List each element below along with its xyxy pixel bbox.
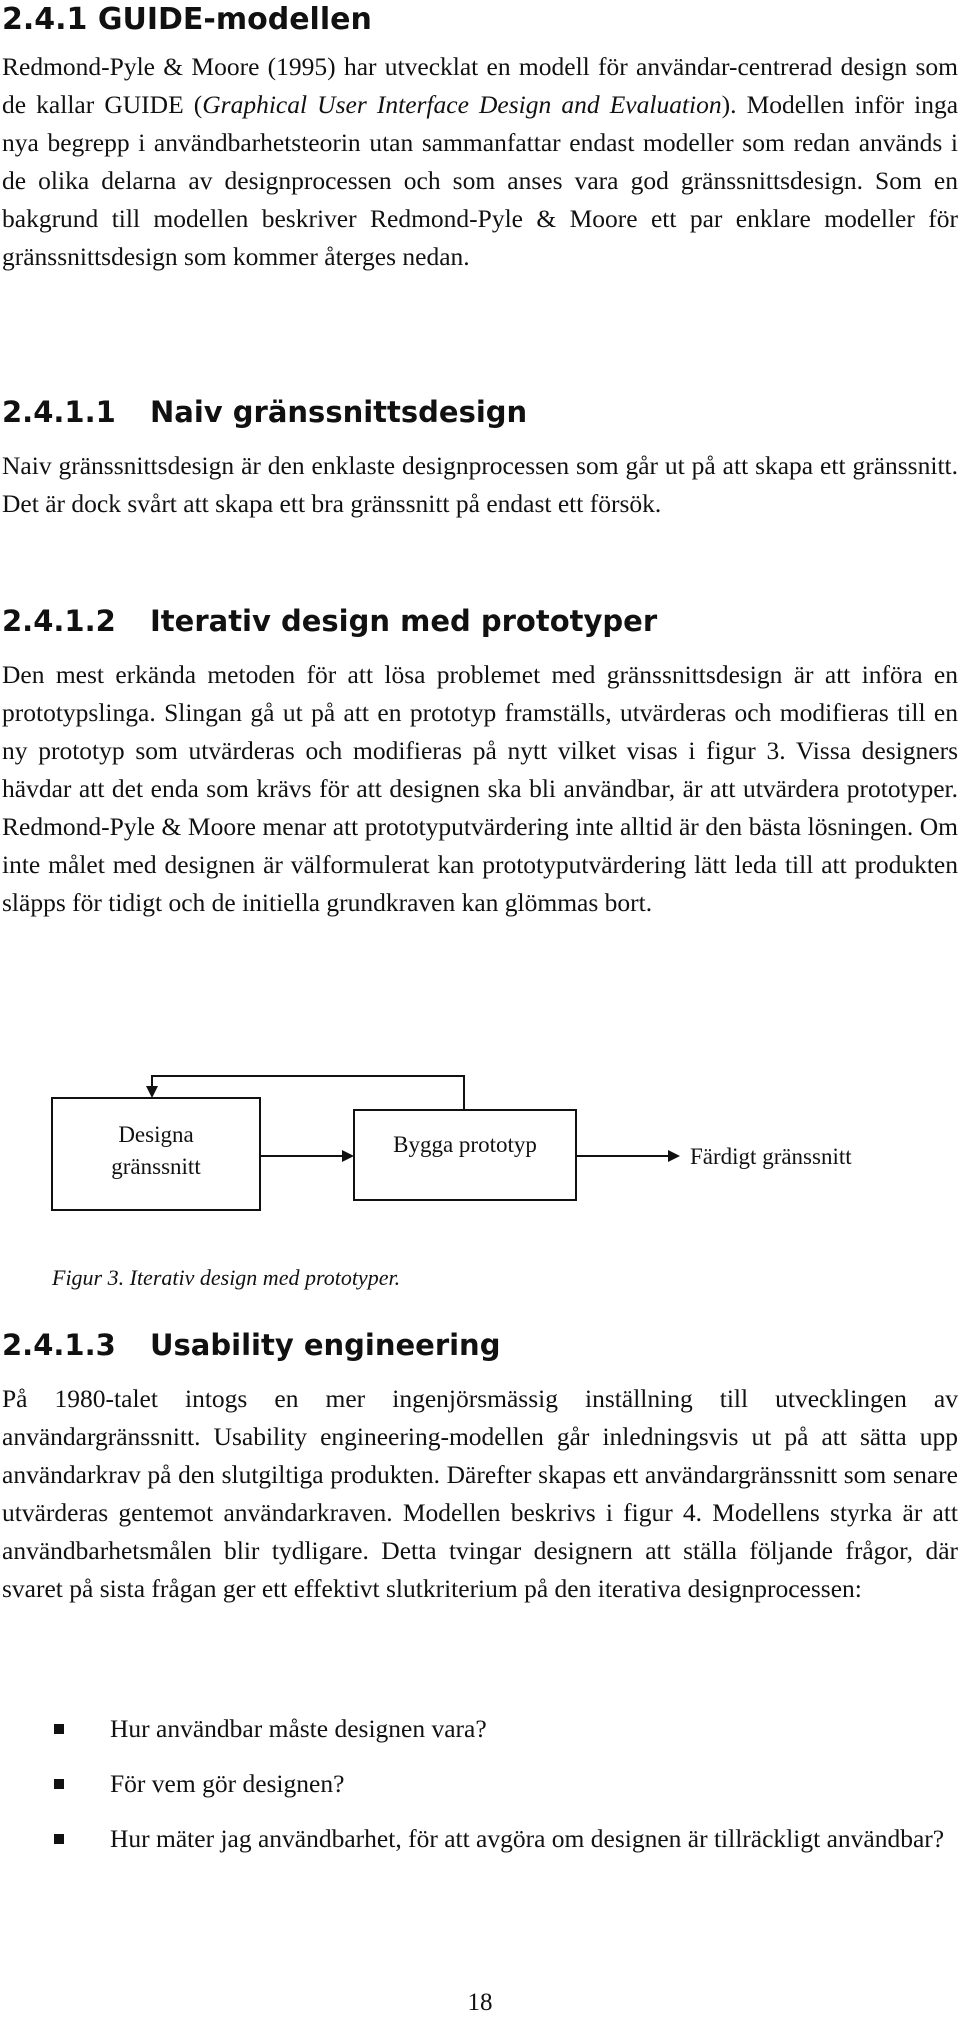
iterativ-paragraph: Den mest erkända metoden för att lösa problemet med gränssnittsdesign är att införa en prototypslinga. Slingan gå ut på att en prototyp framställs, utvärderas och modifieras till en ny prototyp som utvärderas och modifieras på nytt vilket visas i figur 3. Vissa designers hävdar att det enda som krävs för att designen ska bli användbar, är att utvärdera prototyper. Redmond-Pyle & Moore menar att prototyputvärdering inte alltid är den bästa lösningen. Om inte målet med designen är välformulerat kan prototyputvärdering lätt leda till att produkten släpps för tidigt och de initiella grundkraven kan glömmas bort. — [2, 660, 958, 917]
list-item-text: Hur mäter jag användbarhet, för att avgöra om designen är tillräckligt användbar? — [110, 1824, 945, 1853]
subsection-number: 2.4.1.3 — [2, 1328, 116, 1362]
design-box-label-line2: gränssnitt — [111, 1154, 201, 1179]
result-label: Färdigt gränssnitt — [690, 1144, 852, 1169]
list-item — [2, 1765, 958, 1803]
list-item-text: För vem gör designen? — [110, 1769, 345, 1798]
prototype-box-label: Bygga prototyp — [393, 1132, 537, 1157]
bullet-square-icon — [54, 1724, 64, 1734]
question-list — [2, 1710, 958, 1858]
usability-paragraph: På 1980-talet intogs en mer ingenjörsmässig inställning till utvecklingen av användargränssnitt. Usability engineering-modellen går inledningsvis ut på att sätta upp användarkrav på den slutgiltiga produkten. Därefter skapas ett användargränssnitt som senare utvärderas gentemot användarkraven. Modellen beskrivs i figur 4. Modellens styrka är att användbarhetsmålen blir tydligare. Detta tvingar designern att ställa följande frågor, där svaret på sista frågan ger ett effektivt slutkriterium på den iterativa designprocessen: — [2, 1384, 958, 1603]
list-item-text: Hur användbar måste designen vara? — [110, 1714, 487, 1743]
bullet-square-icon — [54, 1834, 64, 1844]
intro-paragraph — [2, 48, 958, 276]
subsection-title: Naiv gränssnittsdesign — [150, 395, 528, 429]
figure-caption: Figur 3. Iterativ design med prototyper. — [52, 1265, 401, 1290]
subsection-title: Iterativ design med prototyper — [150, 604, 658, 638]
subsection-number: 2.4.1.2 — [2, 604, 116, 638]
subsection-heading-iterativ — [2, 604, 657, 638]
subsection-title: Usability engineering — [150, 1328, 501, 1362]
intro-text-part1: Redmond-Pyle & Moore (1995) har utvecklat en modell för användar-centrerad design som de kallar GUIDE ( — [2, 52, 958, 119]
subsection-number: 2.4.1.1 — [2, 395, 116, 429]
list-item — [2, 1710, 958, 1748]
naiv-paragraph: Naiv gränssnittsdesign är den enklaste designprocessen som går ut på att skapa ett gränssnitt. Det är dock svårt att skapa ett bra gränssnitt på endast ett försök. — [2, 451, 958, 518]
intro-text-italic: Graphical User Interface Design and Evaluation — [202, 90, 722, 119]
iterative-design-diagram — [0, 1072, 960, 1232]
section-heading: 2.4.1 GUIDE-modellen — [2, 2, 372, 37]
subsection-heading-usability — [2, 1328, 500, 1362]
bullet-square-icon — [54, 1779, 64, 1789]
list-item — [2, 1820, 958, 1858]
page-number: 18 — [467, 1989, 493, 2016]
design-box-label-line1: Designa — [118, 1122, 194, 1147]
subsection-heading-naiv — [2, 395, 527, 429]
intro-text-part2: ). Modellen inför inga nya begrepp i användbarhetsteorin utan sammanfattar endast modeller som redan används i de olika delarna av designprocessen och som anses vara god gränssnittsdesign. Som en bakgrund till modellen beskriver Redmond-Pyle & Moore ett par enklare modeller för gränssnittsdesign som kommer återges nedan. — [2, 90, 959, 271]
feedback-loop-arrow — [152, 1076, 464, 1110]
